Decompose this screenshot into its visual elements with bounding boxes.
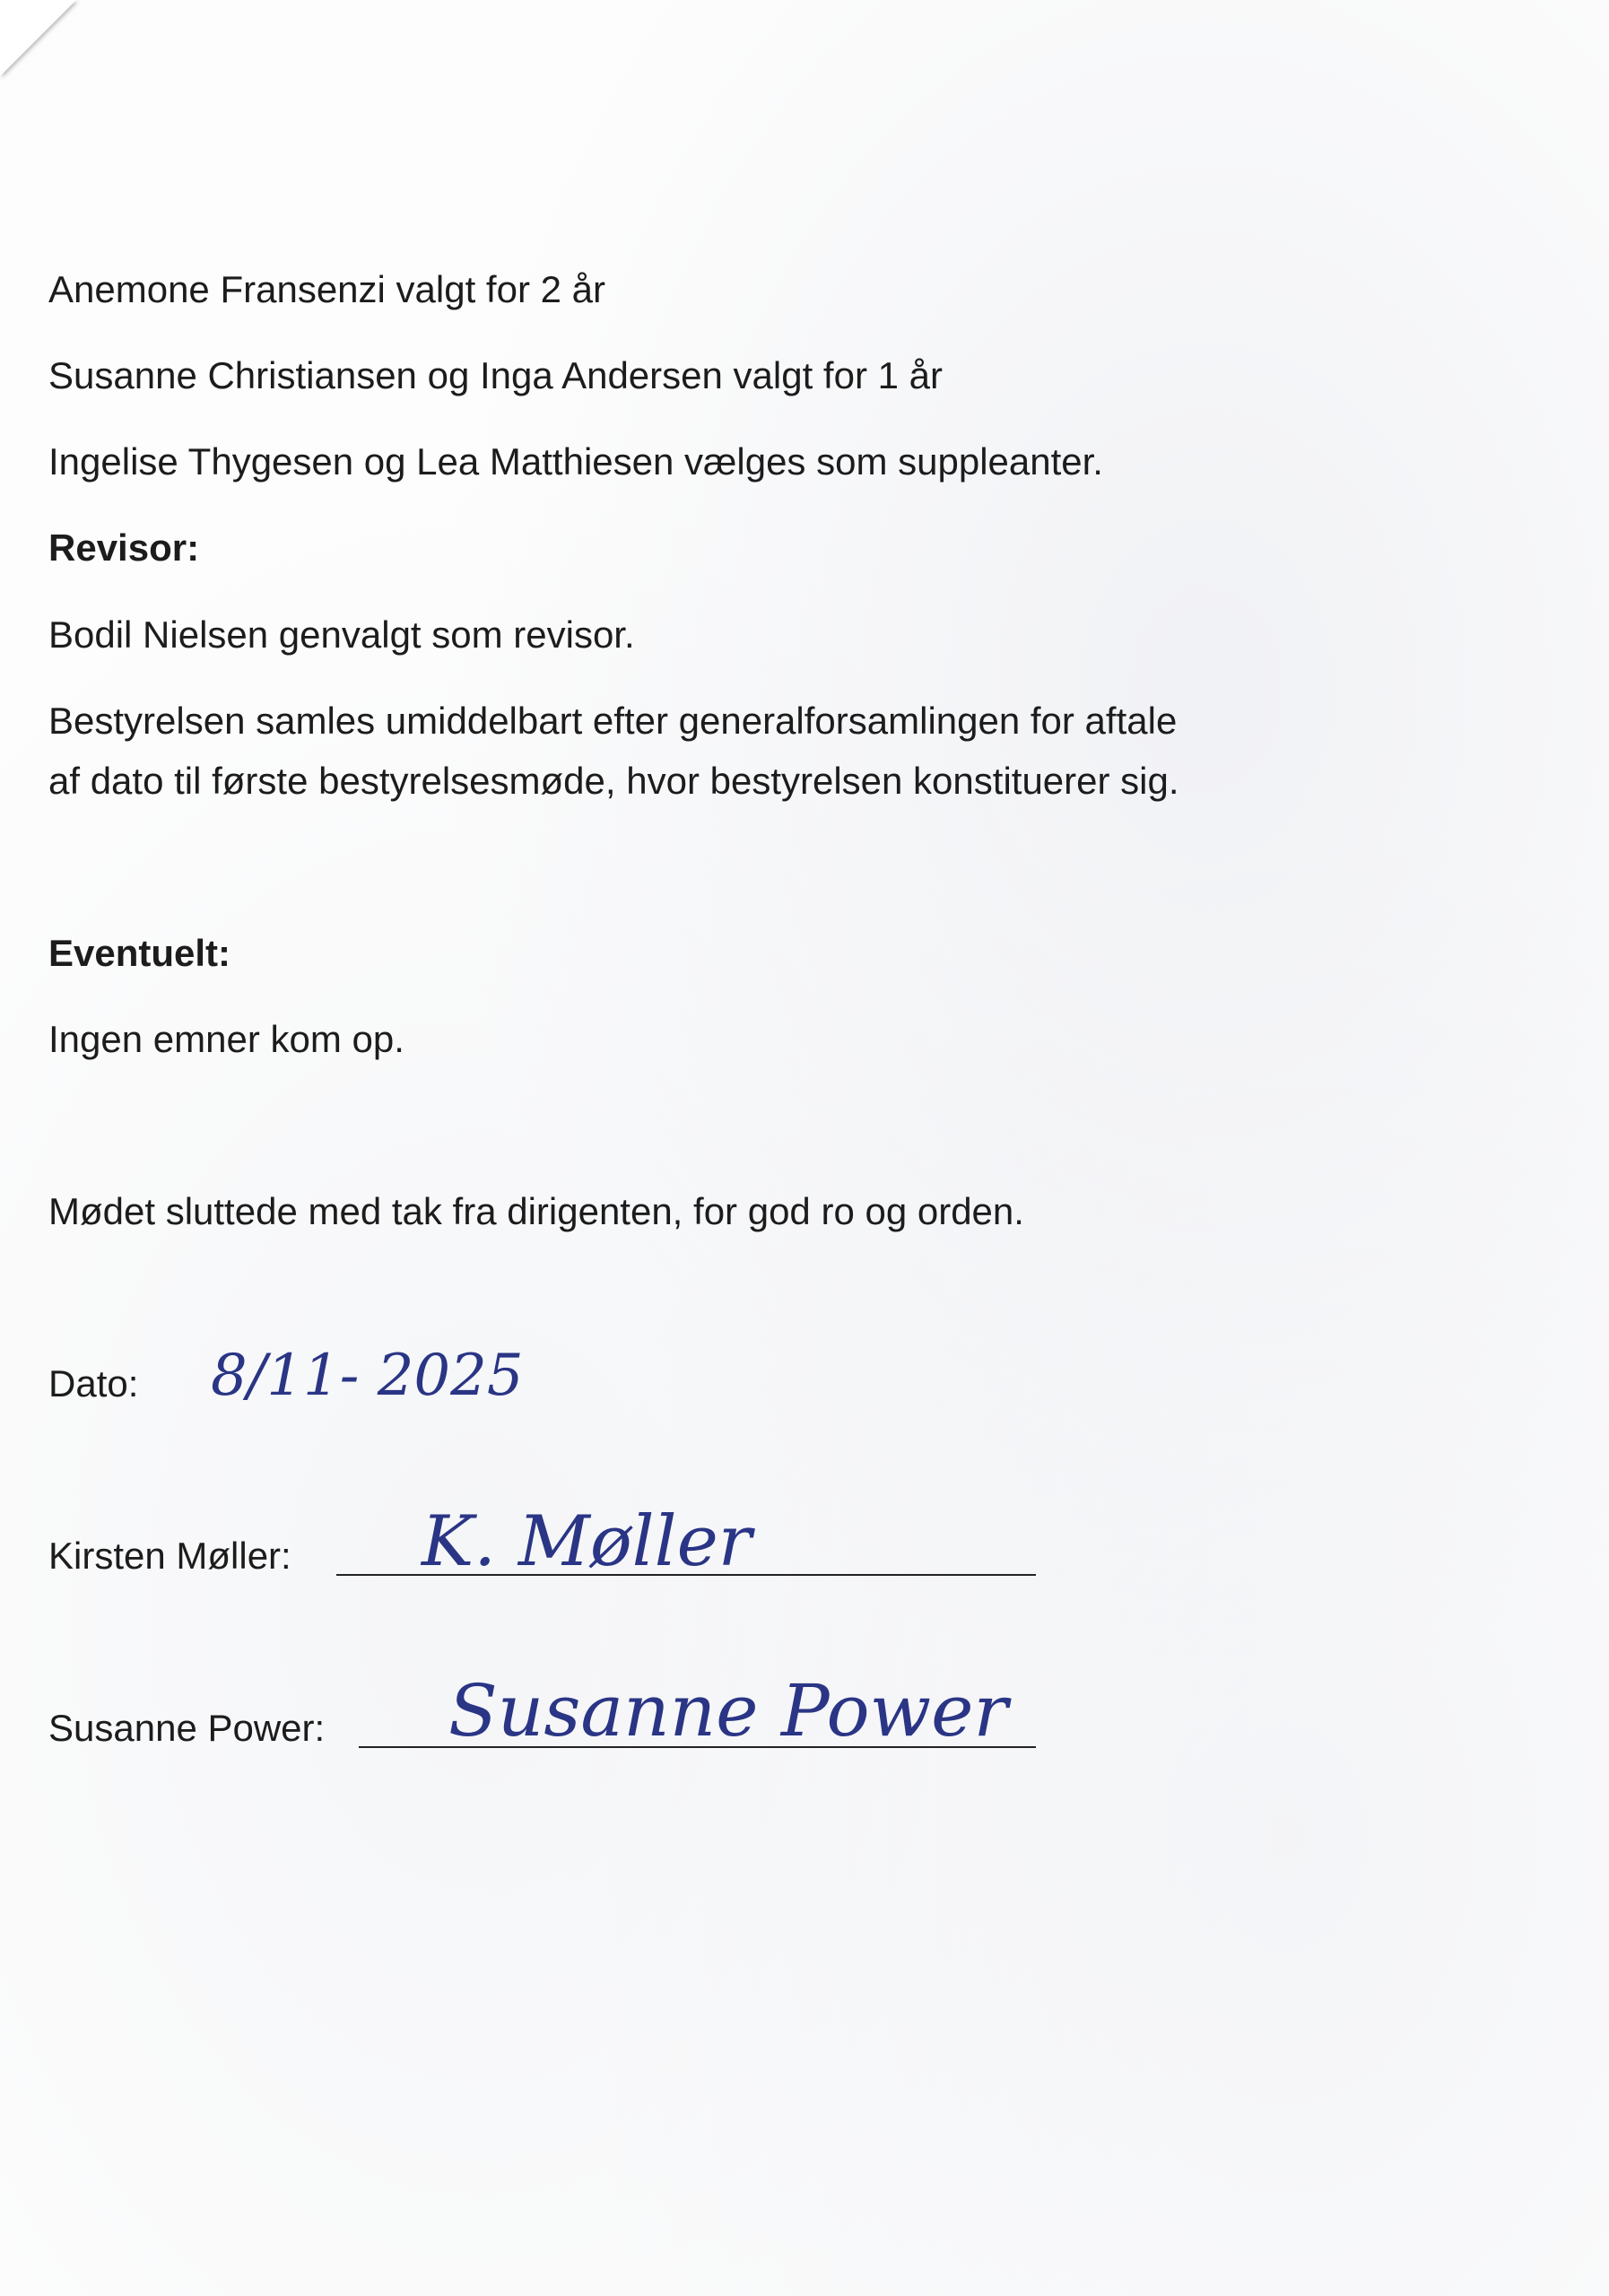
signature-susanne [439, 1637, 1008, 1771]
signature-kirsten [413, 1480, 825, 1587]
signature-label-kirsten: Kirsten Møller: [48, 1535, 291, 1577]
revisor-heading: Revisor: [48, 526, 200, 569]
revisor-text: Bodil Nielsen genvalgt som revisor. [48, 613, 635, 656]
bestyrelsen-line-1: Bestyrelsen samles umiddelbart efter generalforsamlingen for aftale [48, 700, 1178, 742]
eventuelt-text: Ingen emner kom op. [48, 1018, 404, 1060]
signature-label-susanne: Susanne Power: [48, 1707, 326, 1749]
folded-corner [0, 0, 76, 76]
board-member-anemone: Anemone Fransenzi valgt for 2 år [48, 268, 605, 310]
svg-text:8/11- 2025: 8/11- 2025 [211, 1343, 524, 1409]
handwritten-date [206, 1323, 529, 1422]
svg-text:K. Møller: K. Møller [422, 1501, 752, 1582]
closing-text: Mødet sluttede med tak fra dirigenten, for god ro og orden. [48, 1190, 1024, 1232]
substitutes-line: Ingelise Thygesen og Lea Matthiesen vælges som suppleanter. [48, 440, 1103, 483]
board-member-susanne-inga: Susanne Christiansen og Inga Andersen valgt for 1 år [48, 354, 943, 396]
eventuelt-heading: Eventuelt: [48, 932, 231, 974]
svg-text:Susanne Power: Susanne Power [448, 1669, 1008, 1752]
date-label: Dato: [48, 1362, 139, 1405]
bestyrelsen-line-2: af dato til første bestyrelsesmøde, hvor bestyrelsen konstituerer sig. [48, 760, 1179, 802]
